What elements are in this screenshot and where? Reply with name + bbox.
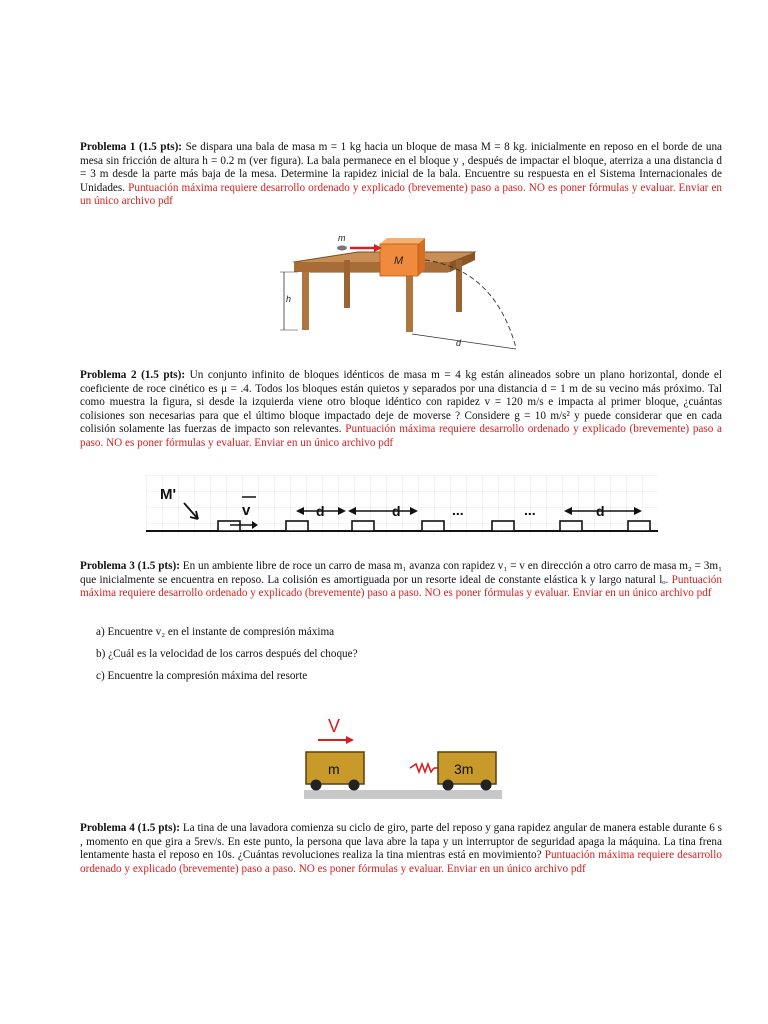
bullet-label: m bbox=[338, 233, 346, 243]
table-leg-back-left bbox=[344, 260, 350, 308]
table-leg-front-right bbox=[406, 272, 413, 332]
problem-3-item-a: a) Encuentre v₂ en el instante de compresión máxima bbox=[96, 626, 335, 638]
cart-1-wheel-left bbox=[311, 780, 322, 791]
problem-2-instructions: Puntuación máxima requiere desarrollo ordenado y explicado (brevemente) paso a paso. NO es poner fórmulas y evaluar. Enviar en un único archivo pdf bbox=[80, 423, 722, 449]
spacing-label-1: d bbox=[316, 503, 325, 519]
problem-4 bbox=[80, 822, 722, 876]
problem-3-instructions: Puntuación máxima requiere desarrollo ordenado y explicado (brevemente) paso a paso. NO es poner fórmulas y evaluar. Enviar en un único archivo pdf bbox=[80, 573, 722, 600]
problem-2-body: Un conjunto infinito de bloques idénticos de masa m = 4 kg están alineados sobre un plano horizontal, donde el coeficiente de roce cinético es μ = .4. Todos los bloques están quietos y separados por una distancia d = 1 m de su vecino más próximo. Tal como muestra la figura, si desde la izquierda viene otro bloque idéntico con rapidez v = 120 m/s e impacta al primer bloque, ¿cuántas colisiones son necesarias para que el último bloque impactado deje de moverse ? Considere g = 10 m/s² y puede considerar que en cada colisión solamente las fuerzas de impacto son relevantes. bbox=[80, 369, 723, 436]
trajectory-path bbox=[425, 260, 516, 348]
problem-3-item-b: b) ¿Cuál es la velocidad de los carros después del choque? bbox=[96, 648, 358, 660]
cart-1-label: m bbox=[328, 761, 340, 777]
distance-label: d bbox=[456, 338, 462, 348]
block-5 bbox=[560, 521, 582, 531]
table-leg-back-right bbox=[456, 260, 462, 312]
table-leg-front-left bbox=[302, 272, 309, 330]
figure-1-table-diagram bbox=[270, 230, 530, 355]
spacing-label-2: d bbox=[392, 503, 401, 519]
problem-3-body: En un ambiente libre de roce un carro de masa m₁ avanza con rapidez v₁ = v en dirección a otro carro de masa m₂ = 3m₁ que inicialmente se encuentra en reposo. La colisión es amortiguada por un resorte ideal de constante elástica k y largo natural lₒ. bbox=[80, 560, 722, 586]
problem-2 bbox=[80, 369, 722, 451]
problem-3-title: Problema 3 (1.5 pts): bbox=[80, 560, 180, 572]
problem-3-items bbox=[96, 625, 696, 691]
ground bbox=[304, 790, 502, 799]
cart-2-label: 3m bbox=[454, 761, 474, 777]
velocity-V-label: V bbox=[328, 716, 341, 736]
incoming-block-label: M' bbox=[160, 486, 177, 503]
cart-2-wheel-left bbox=[443, 780, 454, 791]
velocity-label: v bbox=[242, 502, 251, 519]
block-incoming bbox=[218, 521, 240, 531]
problem-4-body: La tina de una lavadora comienza su ciclo de giro, parte del reposo y gana rapidez angular de manera estable durante 6 s , momento en que gira a 5rev/s. En este punto, la persona que lava abre la tapa y un interruptor de seguridad apaga la máquina. La tina frena lentamente hasta el reposo en 10s. ¿Cuántas revoluciones realiza la tina mientras está en movimiento? bbox=[80, 822, 722, 862]
problem-3 bbox=[80, 560, 722, 601]
figure-2-blocks-diagram bbox=[146, 475, 658, 535]
block-4 bbox=[492, 521, 514, 531]
problem-4-instructions: Puntuación máxima requiere desarrollo ordenado y explicado (brevemente) paso a paso. NO es poner fórmulas y evaluar. Enviar en un único archivo pdf bbox=[80, 849, 722, 875]
height-label: h bbox=[286, 294, 292, 304]
problem-1 bbox=[80, 141, 722, 209]
problem-3-item-c: c) Encuentre la compresión máxima del resorte bbox=[96, 670, 308, 682]
block-top bbox=[380, 238, 425, 244]
table-edge bbox=[294, 262, 450, 272]
block-side bbox=[418, 238, 425, 276]
spacing-label-3: d bbox=[596, 503, 605, 519]
ellipsis-1: ... bbox=[452, 502, 464, 518]
cart-velocity-arrowhead bbox=[346, 736, 354, 744]
distance-marker bbox=[412, 334, 516, 349]
ellipsis-2: ... bbox=[524, 502, 536, 518]
problem-4-title: Problema 4 (1.5 pts): bbox=[80, 822, 180, 834]
block-6 bbox=[628, 521, 650, 531]
problem-1-instructions: Puntuación máxima requiere desarrollo ordenado y explicado (brevemente) paso a paso. NO es poner fórmulas y evaluar. Enviar en un único archivo pdf bbox=[80, 181, 723, 208]
block-1 bbox=[286, 521, 308, 531]
block-label: M bbox=[394, 255, 404, 267]
problem-1-title: Problema 1 (1.5 pts): bbox=[80, 141, 183, 153]
cart-1-wheel-right bbox=[349, 780, 360, 791]
figure-3-carts-diagram bbox=[300, 712, 505, 804]
spring bbox=[410, 764, 434, 772]
block-3 bbox=[422, 521, 444, 531]
cart-2-wheel-right bbox=[481, 780, 492, 791]
problem-1-body: Se dispara una bala de masa m = 1 kg hacia un bloque de masa M = 8 kg. inicialmente en reposo en el borde de una mesa sin fricción de altura h = 0.2 m (ver figura). La bala permanece en el bloque y , después de impactar el bloque, aterriza a una distancia d = 3 m desde la parte más baja de la mesa. Determine la rapidez inicial de la bala. Encuentre su respuesta en el Sistema Internacionales de Unidades. bbox=[80, 141, 722, 194]
block-2 bbox=[352, 521, 374, 531]
problem-2-title: Problema 2 (1.5 pts): bbox=[80, 369, 186, 381]
bullet bbox=[337, 246, 347, 251]
